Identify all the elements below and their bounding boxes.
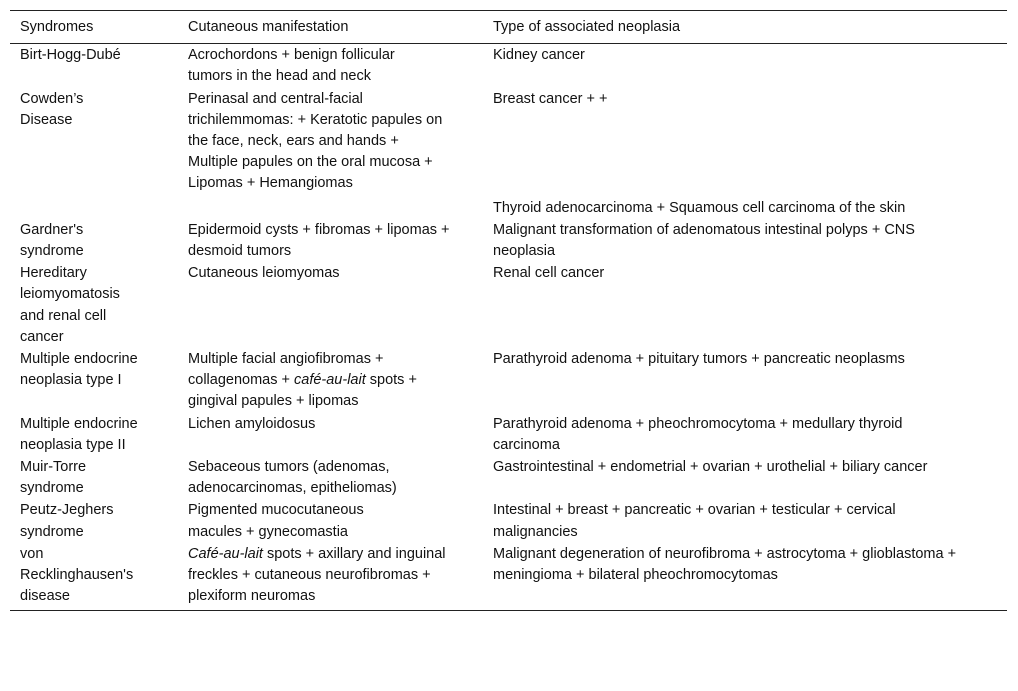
cell-cutaneous [188, 89, 493, 195]
cell-cutaneous [188, 457, 493, 499]
cutaneous-text-italic: café-au-lait [294, 372, 366, 389]
cell-syndrome-text: Multiple endocrine neoplasia type II [20, 415, 138, 453]
cell-syndrome [10, 500, 188, 542]
cell-syndrome-text: Peutz-Jeghers syndrome [20, 502, 114, 540]
table-row [10, 195, 1007, 219]
cell-cutaneous [188, 220, 493, 262]
cutaneous-text-pre: Multiple facial angiofibromas + collagenomas + [188, 351, 384, 389]
cell-cutaneous-text: Epidermoid cysts + fibromas + lipomas + desmoid tumors [188, 221, 450, 260]
cell-syndrome [10, 544, 188, 608]
header-cutaneous-manifestation: Cutaneous manifestation [188, 19, 349, 35]
cell-syndrome [10, 263, 188, 348]
header-syndromes: Syndromes [20, 19, 94, 35]
cell-cutaneous-text: Sebaceous tumors (adenomas, adenocarcinomas, epitheliomas) [188, 459, 397, 497]
cell-syndrome-text: Muir-Torre syndrome [20, 459, 87, 497]
cell-cutaneous: Lichen amyloidosus [188, 415, 316, 432]
cutaneous-text-italic: Café-au-lait [188, 545, 263, 562]
table-body [10, 44, 1007, 610]
cell-neoplasia [493, 414, 1007, 456]
cell-neoplasia: Gastrointestinal + endometrial + ovarian + urothelial + biliary cancer [493, 459, 928, 476]
table-row [10, 44, 1007, 87]
cell-neoplasia-text: Parathyroid adenoma + pheochromocytoma + medullary thyroid carcinoma [493, 415, 903, 453]
cell-cutaneous [188, 198, 493, 219]
cell-syndrome [10, 89, 188, 195]
table-row [10, 348, 1007, 413]
cell-neoplasia: Parathyroid adenoma + pituitary tumors + pancreatic neoplasms [493, 351, 905, 368]
cell-syndrome [10, 414, 188, 456]
cutaneous-text-post: spots + gingival papules + lipomas [188, 372, 417, 410]
cell-cutaneous-text [188, 349, 433, 413]
cell-neoplasia: Renal cell cancer [493, 265, 605, 282]
cell-syndrome [10, 198, 188, 219]
cell-syndrome [10, 220, 188, 262]
cell-neoplasia-text: Malignant degeneration of neurofibroma + astrocytoma + glioblastoma + meningioma + bilateral pheochromocytomas [493, 545, 957, 584]
cell-cutaneous [188, 45, 493, 87]
table-row [10, 262, 1007, 348]
cell-neoplasia [493, 544, 1007, 608]
cell-cutaneous-text: Acrochordons + benign follicular tumors in the head and neck [188, 47, 395, 85]
cell-syndrome-text: Hereditary leiomyomatosis and renal cell cancer [20, 265, 120, 345]
table-row [10, 499, 1007, 542]
cell-neoplasia [493, 220, 1007, 262]
cell-syndrome-text: Gardner's syndrome [20, 221, 84, 260]
cutaneous-text-post: spots + axillary and inguinal freckles + cutaneous neurofibromas + plexiform neuromas [188, 545, 446, 605]
header-type-of-associated-neoplasia: Type of associated neoplasia [493, 19, 681, 35]
syndromes-table [10, 10, 1007, 611]
cell-cutaneous-text [188, 544, 453, 608]
cell-neoplasia-text: Intestinal + breast + pancreatic + ovarian + testicular + cervical malignancies [493, 502, 896, 540]
cell-cutaneous: Cutaneous leiomyomas [188, 265, 340, 282]
cell-neoplasia-text: Malignant transformation of adenomatous intestinal polyps + CNS neoplasia [493, 221, 915, 260]
table-row [10, 543, 1007, 608]
cell-cutaneous [188, 349, 493, 413]
table-row [10, 413, 1007, 456]
cell-syndrome-text: von Recklinghausen's disease [20, 545, 134, 605]
cell-syndrome [10, 457, 188, 499]
table-row [10, 456, 1007, 499]
table-header-row [10, 11, 1007, 44]
cell-cutaneous [188, 544, 493, 608]
cell-cutaneous [188, 500, 493, 542]
cell-neoplasia: Thyroid adenocarcinoma + Squamous cell carcinoma of the skin [493, 199, 906, 216]
table-row [10, 219, 1007, 262]
cell-syndrome-text: Multiple endocrine neoplasia type I [20, 351, 138, 389]
cell-syndrome: Birt-Hogg-Dubé [20, 47, 121, 64]
table-row [10, 88, 1007, 195]
cell-neoplasia [493, 500, 1007, 542]
cell-syndrome [10, 349, 188, 413]
cell-neoplasia: Kidney cancer [493, 47, 585, 64]
cell-neoplasia: Breast cancer + + [493, 90, 608, 107]
cell-cutaneous-text: Perinasal and central-facial trichilemmomas: + Keratotic papules on the face, neck, ears and hands + Multiple papules on the oral mucosa + Lipomas + Hemangiomas [188, 90, 443, 192]
cell-cutaneous-text: Pigmented mucocutaneous macules + gynecomastia [188, 502, 364, 540]
cell-syndrome-text: Cowden’s Disease [20, 90, 84, 128]
